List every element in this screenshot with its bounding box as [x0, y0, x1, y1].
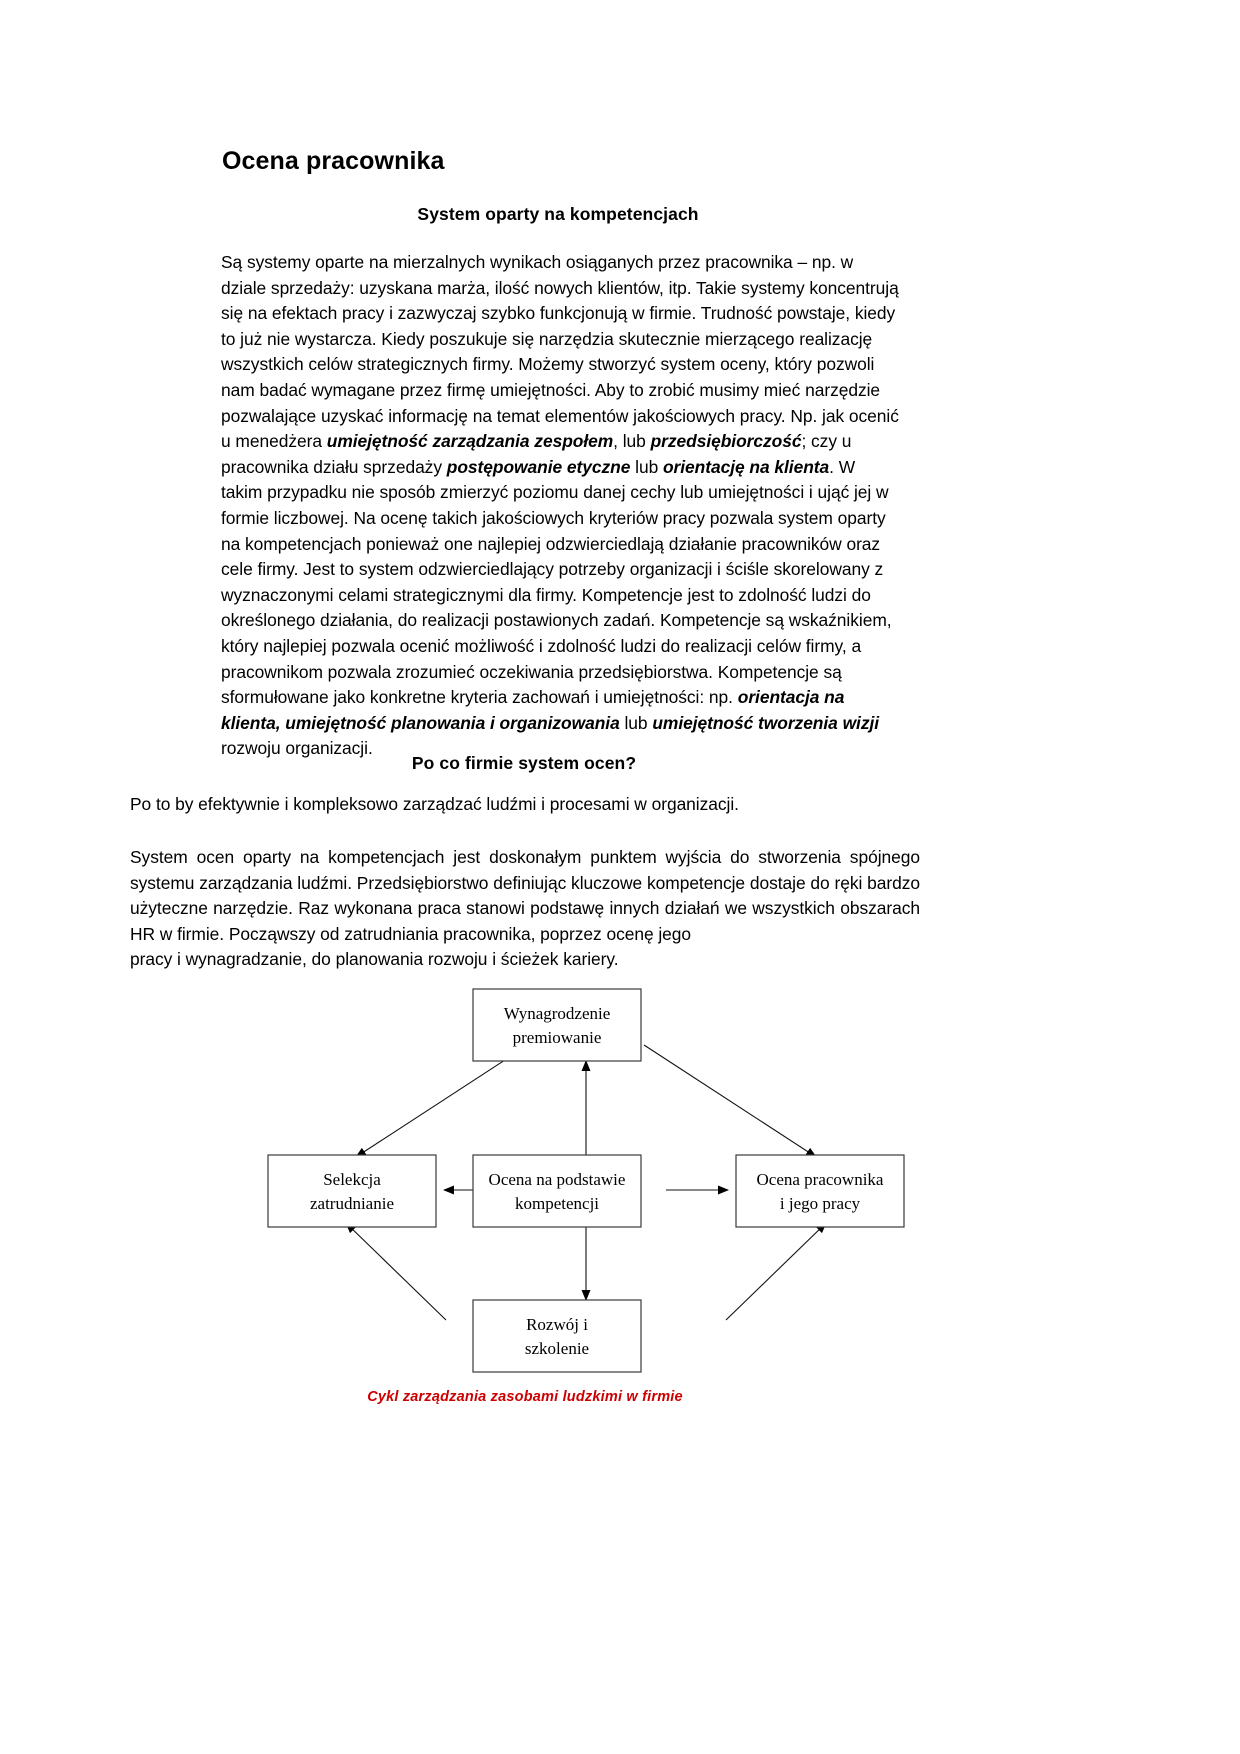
- text-fragment: lub: [619, 712, 653, 733]
- section-heading-why-system: Po co firmie system ocen?: [411, 753, 637, 773]
- diagram-box-center-line2: kompetencji: [514, 1194, 600, 1213]
- diagram-box-right-line2: i jego pracy: [779, 1194, 861, 1213]
- text-fragment: ; czy u pracownika działu sprzedaży: [221, 431, 852, 477]
- diagram-box-top-line1: Wynagrodzenie: [503, 1004, 611, 1023]
- paragraph-justified: [130, 845, 920, 973]
- text-fragment: System ocen oparty na kompetencjach jest doskonałym punktem wyjścia do stworzenia spójnego systemu zarządzania ludźmi. Przedsiębiorstwo definiując kluczowe kompetencje dostaje do ręki bardzo użyteczne narzędzie. Raz wykonana praca stanowi podstawę innych działań we wszystkich obszarach HR w firmie. Począwszy od zatrudniania pracownika, poprzez ocenę jego: [130, 847, 920, 944]
- text-fragment: Są systemy oparte na mierzalnych wynikach osiąganych przez pracownika – np. w dziale sprzedaży: uzyskana marża, ilość nowych klientów, itp. Takie systemy koncentrują się na efektach pracy i zazwyczaj szybko funkcjonują w firmie. Trudność powstaje, kiedy to już nie wystarcza. Kiedy poszukuje się narzędzia skutecznie mierzącego realizację wszystkich celów strategicznych firmy. Możemy stworzyć system oceny, który pozwoli nam badać wymagane przez firmę umiejętności. Aby to zrobić musimy mieć narzędzie pozwalające uzyskać informację na temat elementów jakościowych pracy. Np. jak ocenić u menedżera: [221, 252, 899, 452]
- paragraph-short: Po to by efektywnie i kompleksowo zarządzać ludźmi i procesami w organizacji.: [130, 794, 739, 814]
- paragraph-main: [221, 250, 899, 762]
- text-fragment: lub: [630, 456, 663, 477]
- diagram-box-left: [268, 1155, 436, 1227]
- diagram-box-left-line1: Selekcja: [323, 1170, 381, 1189]
- text-fragment: rozwoju organizacji.: [221, 738, 373, 759]
- diagram-box-right: [736, 1155, 904, 1227]
- diagram-box-bottom-line1: Rozwój i: [526, 1315, 588, 1334]
- text-fragment: . W takim przypadku nie sposób zmierzyć poziomu danej cechy lub umiejętności i ująć jej w formie liczbowej. Na ocenę takich jakościowych kryteriów pracy pozwala system oparty na kompetencjach ponieważ one najlepiej odzwierciedlają działanie pracowników oraz cele firmy. Jest to system odzwierciedlający potrzeby organizacji i ściśle skorelowany z wyznaczonymi celami strategicznymi dla firmy. Kompetencje jest to zdolność ludzi do określonego działania, do realizacji postawionych zadań. Kompetencje są wskaźnikiem, który najlepiej pozwala ocenić możliwość i zdolność ludzi do realizacji celów firmy, a pracownikom pozwala zrozumieć oczekiwania przedsiębiorstwa. Kompetencje są sformułowane jako konkretne kryteria zachowań i umiejętności: np.: [221, 456, 892, 708]
- diagram-box-left-line2: zatrudnianie: [309, 1194, 395, 1213]
- text-fragment-lastline: pracy i wynagradzanie, do planowania rozwoju i ścieżek kariery.: [130, 949, 619, 970]
- diagram-caption: Cykl zarządzania zasobami ludzkimi w firmie: [367, 1389, 683, 1405]
- section-heading-competency-system: System oparty na kompetencjach: [417, 204, 699, 224]
- diagram-box-top: [473, 989, 641, 1061]
- page-title: Ocena pracownika: [222, 146, 445, 175]
- emphasis-orientacje-na-klienta: orientację na klienta: [662, 456, 830, 477]
- emphasis-umiejetnosc-tworzenia-wizji: umiejętność tworzenia wizji: [652, 712, 880, 733]
- emphasis-orientacja-na-klienta-planowanie: orientacja na klienta, umiejętność planowania i organizowania: [221, 687, 845, 733]
- diagram-box-bottom-line2: szkolenie: [524, 1339, 590, 1358]
- diagram-box-center-line1: Ocena na podstawie: [488, 1170, 626, 1189]
- text-fragment: , lub: [613, 431, 651, 452]
- diagram-box-bottom: [473, 1300, 641, 1372]
- emphasis-przedsiebiorczosc: przedsiębiorczość: [650, 431, 802, 452]
- diagram-box-right-line1: Ocena pracownika: [756, 1170, 884, 1189]
- hr-cycle-diagram: [236, 975, 936, 1395]
- emphasis-postepowanie-etyczne: postępowanie etyczne: [446, 456, 631, 477]
- emphasis-umiejetnosc-zarzadzania: umiejętność zarządzania zespołem: [326, 431, 614, 452]
- diagram-box-center: [473, 1155, 641, 1227]
- diagram-box-top-line2: premiowanie: [512, 1028, 602, 1047]
